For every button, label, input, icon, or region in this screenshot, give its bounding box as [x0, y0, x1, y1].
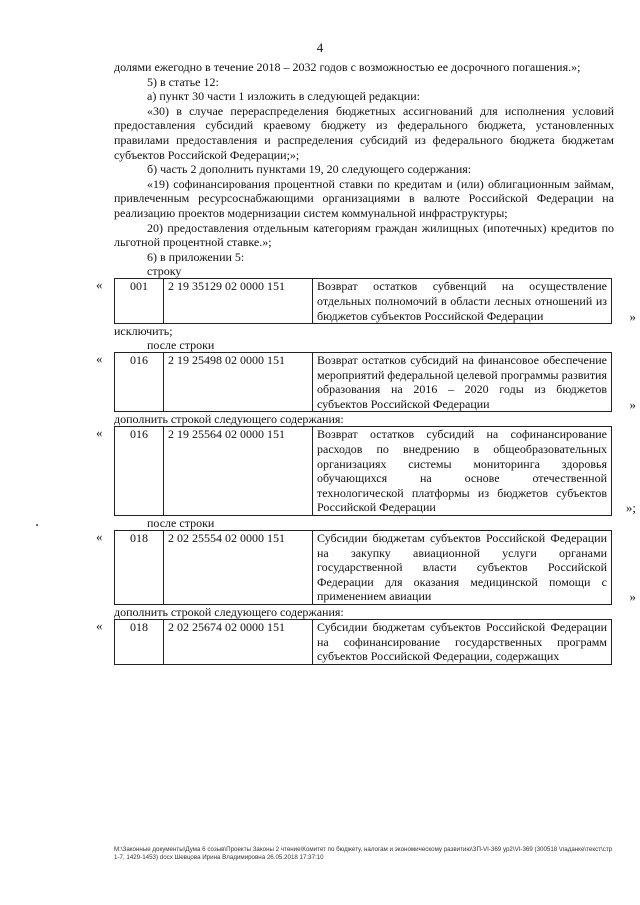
- budget-class-code: 2 19 25498 02 0000 151: [164, 353, 313, 412]
- label-exclude: исключить;: [114, 324, 173, 339]
- revenue-name: Возврат остатков субвенций на осуществление отдельных полномочий в области лесных отношений из бюджетов субъектов Российской Федерации: [313, 279, 612, 324]
- paragraph-appendix-5: 6) в приложении 5:: [147, 249, 245, 264]
- paragraph-point-b: б) часть 2 дополнить пунктами 19, 20 следующего содержания:: [147, 162, 472, 177]
- budget-class-code: 2 19 25564 02 0000 151: [164, 427, 313, 516]
- budget-class-code: 2 19 35129 02 0000 151: [164, 279, 313, 324]
- label-row: строку: [147, 264, 182, 279]
- paragraph-point-19: «19) софинансирования процентной ставки по кредитам и (или) облигационным займам, привлеченным ресурсоснабжающими организациями в валюте Российской Федерации на реализацию проектов модернизации систем коммунальной инфраструктуры;: [114, 176, 614, 220]
- paragraph-point-20: 20) предоставления отдельным категориям граждан жилищных (ипотечных) кредитов по льготной процентной ставке.»;: [114, 220, 614, 250]
- open-quote: «: [96, 529, 103, 545]
- open-quote: «: [96, 425, 103, 441]
- admin-code: 001: [115, 279, 164, 324]
- budget-row-1: [96, 277, 636, 324]
- close-quote: »;: [625, 500, 636, 516]
- table-row: [115, 531, 612, 605]
- budget-table-2: [114, 352, 612, 412]
- label-add-row: дополнить строкой следующего содержания:: [114, 412, 344, 427]
- label-after-row: после строки: [147, 338, 215, 353]
- budget-table-3: [114, 426, 612, 516]
- budget-row-2: [96, 351, 636, 412]
- table-row: [115, 353, 612, 412]
- paragraph-point-a: а) пункт 30 части 1 изложить в следующей редакции:: [147, 89, 420, 104]
- budget-table-1: [114, 278, 612, 324]
- label-add-row: дополнить строкой следующего содержания:: [114, 605, 344, 619]
- paragraph-article-12: 5) в статье 12:: [147, 74, 219, 89]
- close-quote: »: [629, 589, 636, 605]
- table-row: [115, 620, 612, 665]
- budget-table-5: [114, 619, 612, 665]
- document-body: [96, 60, 636, 665]
- open-quote: «: [96, 277, 103, 293]
- admin-code: 018: [115, 620, 164, 665]
- file-path-footer: М:\Законные документы\Дума 6 созыв\Проекты Законы 2 чтение\Комитет по бюджету, налогам и экономическому развитию\ЗП-VI-369 ур2\VI-369 (300518 \ладанке\текст\стр 1-7, 1429-1453) docx Шевцова Ирина Владимировна 26.05.2018 17:37:10: [114, 846, 613, 861]
- budget-class-code: 2 02 25554 02 0000 151: [164, 531, 313, 605]
- table-row: [115, 279, 612, 324]
- admin-code: 016: [115, 427, 164, 516]
- admin-code: 018: [115, 531, 164, 605]
- budget-table-4: [114, 530, 612, 605]
- page-number: 4: [316, 40, 324, 55]
- admin-code: 016: [115, 353, 164, 412]
- open-quote: «: [96, 618, 103, 633]
- revenue-name: Возврат остатков субсидий на софинансирование расходов по внедрению в общеобразовательных организациях системы мониторинга здоровья обучающихся на основе отечественной технологической платформы из бюджетов субъектов Российской Федерации: [313, 427, 612, 516]
- revenue-name: Возврат остатков субсидий на финансовое обеспечение мероприятий федеральной целевой программы развития образования на 2016 – 2020 годы из бюджетов субъектов Российской Федерации: [313, 353, 612, 412]
- table-row: [115, 427, 612, 516]
- close-quote: »: [629, 396, 636, 412]
- budget-row-4: [96, 529, 636, 605]
- budget-class-code: 2 02 25674 02 0000 151: [164, 620, 313, 665]
- revenue-name: Субсидии бюджетам субъектов Российской Федерации на закупку авиационной услуги органами государственной власти субъектов Российской Федерации для оказания медицинской помощи с применением авиации: [313, 531, 612, 605]
- scan-speck: [36, 524, 38, 526]
- budget-row-3: [96, 425, 636, 516]
- revenue-name: Субсидии бюджетам субъектов Российской Федерации на софинансирование государственных программ субъектов Российской Федерации, содержащих: [313, 620, 612, 665]
- close-quote: »: [629, 308, 636, 324]
- paragraph-continuation: долями ежегодно в течение 2018 – 2032 годов с возможностью ее досрочного погашения.»;: [114, 60, 581, 74]
- label-after-row: после строки: [147, 516, 215, 531]
- paragraph-point-30: «30) в случае перераспределения бюджетных ассигнований для исполнения условий предоставления субсидий краевому бюджету из федерального бюджета, установленных правилами предоставления и распределения субсидий из федерального бюджета бюджетам субъектов Российской Федерации;»;: [114, 103, 614, 162]
- budget-row-5: [96, 618, 614, 665]
- open-quote: «: [96, 351, 103, 367]
